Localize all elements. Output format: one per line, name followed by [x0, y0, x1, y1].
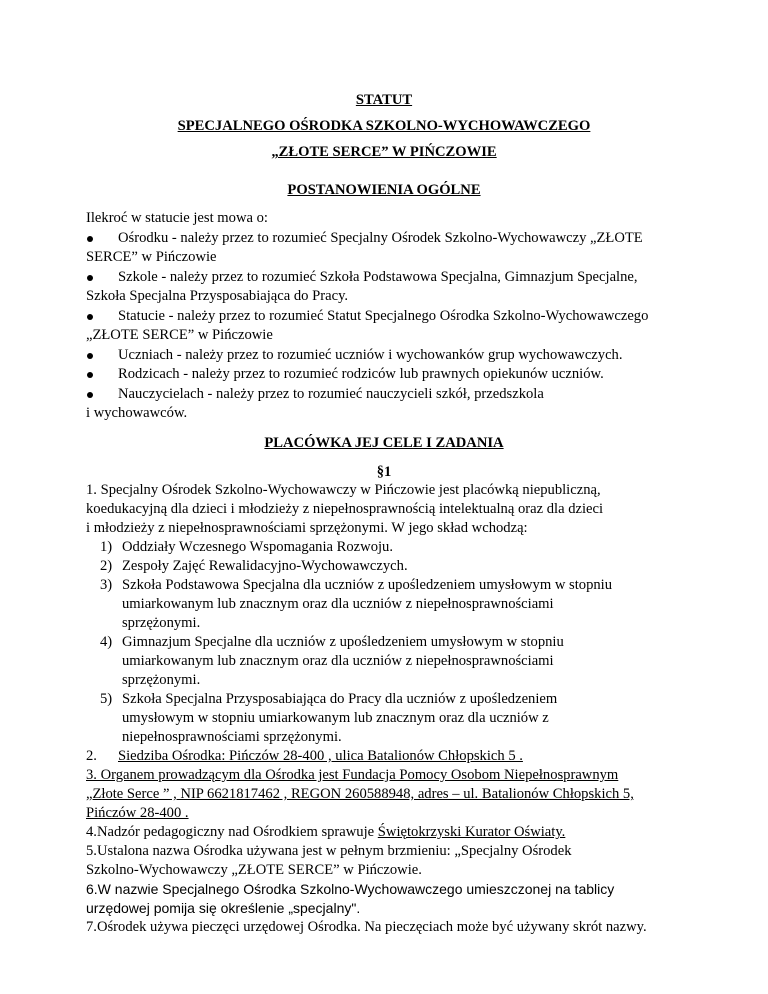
definition-line: Ośrodku - należy przez to rozumieć Specjalny Ośrodek Szkolno-Wychowawczy „ZŁOTE — [118, 230, 643, 246]
paragraph-3-line: Pińczów 28-400 . — [86, 805, 189, 821]
definition-line: Szkole - należy przez to rozumieć Szkoła Podstawowa Specjalna, Gimnazjum Specjalne, — [118, 269, 638, 285]
definition-line: Rodzicach - należy przez to rozumieć rodziców lub prawnych opiekunów uczniów. — [118, 366, 604, 382]
definition-line: SERCE” w Pińczowie — [86, 249, 217, 265]
definition-line: i wychowawców. — [86, 405, 188, 421]
bullet-icon — [87, 314, 93, 320]
paragraph-sign: §1 — [376, 464, 392, 480]
definition-line: Szkoła Specjalna Przysposabiająca do Pracy. — [86, 288, 349, 304]
paragraph-6-line: 6.W nazwie Specjalnego Ośrodka Szkolno-Wychowawczego umieszczonej na tablicy — [86, 881, 615, 897]
bullet-icon — [87, 372, 93, 378]
list-number: 4) — [100, 634, 113, 650]
paragraph-5-line: Szkolno-Wychowawczy „ZŁOTE SERCE” w Pińczowie. — [86, 862, 422, 878]
list-item: sprzężonymi. — [122, 615, 201, 631]
list-number: 5) — [100, 691, 113, 707]
bullet-icon — [87, 353, 93, 359]
list-item: Szkoła Podstawowa Specjalna dla uczniów z upośledzeniem umysłowym w stopniu — [122, 577, 613, 593]
document-subtitle-2: „ZŁOTE SERCE” W PIŃCZOWIE — [271, 144, 497, 160]
list-item: Oddziały Wczesnego Wspomagania Rozwoju. — [122, 539, 393, 555]
definition-line: „ZŁOTE SERCE” w Pińczowie — [86, 327, 273, 343]
section-heading-general: POSTANOWIENIA OGÓLNE — [287, 182, 481, 198]
paragraph-5-line: 5.Ustalona nazwa Ośrodka używana jest w pełnym brzmieniu: „Specjalny Ośrodek — [86, 843, 572, 859]
section-heading-facility: PLACÓWKA JEJ CELE I ZADANIA — [264, 435, 504, 451]
list-item: umysłowym w stopniu umiarkowanym lub znacznym oraz dla uczniów z — [122, 710, 549, 726]
list-number: 1) — [100, 539, 113, 555]
paragraph-3-line: „Złote Serce ” , NIP 6621817462 , REGON 260588948, adres – ul. Batalionów Chłopskich 5, — [86, 786, 634, 802]
paragraph-1-line: 1. Specjalny Ośrodek Szkolno-Wychowawczy w Pińczowie jest placówką niepubliczną, — [86, 482, 601, 498]
definition-line: Statucie - należy przez to rozumieć Statut Specjalnego Ośrodka Szkolno-Wychowawczego — [118, 308, 649, 324]
definition-line: Nauczycielach - należy przez to rozumieć nauczycieli szkół, przedszkola — [118, 386, 544, 402]
bullet-icon — [87, 236, 93, 242]
paragraph-6-line: urzędowej pomija się określenie „specjalny". — [86, 900, 361, 916]
paragraph-1-line: i młodzieży z niepełnosprawnościami sprzężonymi. W jego skład wchodzą: — [86, 520, 528, 536]
paragraph-4-authority: Świętokrzyski Kurator Oświaty. — [377, 824, 566, 840]
intro-text: Ilekroć w statucie jest mowa o: — [86, 210, 268, 226]
list-item: Gimnazjum Specjalne dla uczniów z upośledzeniem umysłowym w stopniu — [122, 634, 564, 650]
paragraph-4 — [86, 823, 565, 841]
list-item: sprzężonymi. — [122, 672, 201, 688]
list-item: umiarkowanym lub znacznym oraz dla uczniów z niepełnosprawnościami — [122, 596, 554, 612]
list-item: Zespoły Zajęć Rewalidacyjno-Wychowawczych. — [122, 558, 408, 574]
paragraph-4-text: 4.Nadzór pedagogiczny nad Ośrodkiem sprawuje — [86, 824, 378, 840]
paragraph-2-address: Siedziba Ośrodka: Pińczów 28-400 , ulica Batalionów Chłopskich 5 . — [118, 748, 523, 764]
paragraph-2-number: 2. — [86, 748, 97, 764]
list-number: 2) — [100, 558, 113, 574]
list-item: umiarkowanym lub znacznym oraz dla uczniów z niepełnosprawnościami — [122, 653, 554, 669]
document-subtitle-1: SPECJALNEGO OŚRODKA SZKOLNO-WYCHOWAWCZEGO — [177, 118, 591, 134]
definition-line: Uczniach - należy przez to rozumieć uczniów i wychowanków grup wychowawczych. — [118, 347, 623, 363]
paragraph-1-line: koedukacyjną dla dzieci i młodzieży z niepełnosprawnością intelektualną oraz dla dzieci — [86, 501, 604, 517]
list-item: niepełnosprawnościami sprzężonymi. — [122, 729, 342, 745]
list-item: Szkoła Specjalna Przysposabiająca do Pracy dla uczniów z upośledzeniem — [122, 691, 558, 707]
bullet-icon — [87, 275, 93, 281]
paragraph-3-line: 3. Organem prowadzącym dla Ośrodka jest Fundacja Pomocy Osobom Niepełnosprawnym — [86, 767, 619, 783]
bullet-icon — [87, 392, 93, 398]
list-number: 3) — [100, 577, 113, 593]
document-title: STATUT — [355, 92, 413, 108]
paragraph-7: 7.Ośrodek używa pieczęci urzędowej Ośrodka. Na pieczęciach może być używany skrót nazwy. — [86, 919, 647, 935]
